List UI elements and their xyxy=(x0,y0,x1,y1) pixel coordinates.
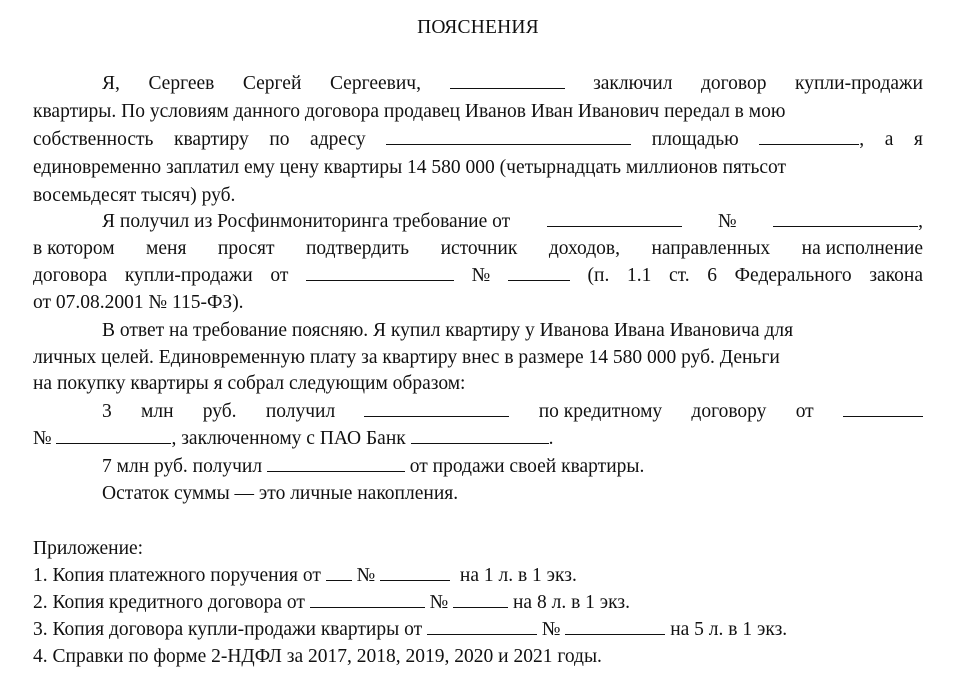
number-blank[interactable] xyxy=(773,208,918,227)
text: подтвердить xyxy=(305,238,410,259)
text: на 8 л. в 1 экз. xyxy=(513,592,630,613)
text: просят xyxy=(217,238,275,259)
text: доходов, xyxy=(548,238,620,259)
text: млн xyxy=(141,401,174,422)
date-blank[interactable] xyxy=(843,398,923,417)
p4-line-1 xyxy=(102,398,923,426)
number-blank[interactable] xyxy=(508,262,570,281)
appendix-item-1 xyxy=(33,562,923,590)
text: площадью xyxy=(651,129,739,150)
text: получил xyxy=(265,401,336,422)
text: № xyxy=(471,265,491,286)
appendix-heading: Приложение: xyxy=(33,538,144,559)
p1-line-1 xyxy=(102,70,923,98)
text: № xyxy=(429,592,449,613)
text: от xyxy=(795,401,814,422)
text: № xyxy=(718,211,737,232)
text: заключил xyxy=(593,73,673,94)
p1-line-5: восемьдесят тысяч) руб. xyxy=(33,185,236,206)
text: собственность xyxy=(33,129,154,150)
date-blank[interactable] xyxy=(310,589,425,608)
text: закона xyxy=(869,265,923,286)
text: источник xyxy=(440,238,518,259)
text: купли-продажи xyxy=(124,265,253,286)
p1-line-3 xyxy=(33,126,923,154)
text: направленных xyxy=(651,238,771,259)
source-blank[interactable] xyxy=(267,453,405,472)
appendix-item-4: 4. Справки по форме 2-НДФЛ за 2017, 2018, 2019, 2020 и 2021 годы. xyxy=(33,646,602,667)
blank-field[interactable] xyxy=(450,70,565,89)
bank-blank[interactable] xyxy=(411,425,549,444)
text: на исполнение xyxy=(801,238,923,259)
text: я xyxy=(913,129,923,150)
p4-line-2 xyxy=(33,425,923,453)
text: договор xyxy=(700,73,767,94)
text: № xyxy=(541,619,561,640)
text: адресу xyxy=(310,129,366,150)
date-blank[interactable] xyxy=(306,262,454,281)
text: а xyxy=(884,129,894,150)
text: (п. xyxy=(587,265,610,286)
text: от продажи своей квартиры. xyxy=(409,456,645,477)
p2-line-3 xyxy=(33,262,923,290)
text: , xyxy=(918,211,923,232)
p2-line-4: от 07.08.2001 № 115-ФЗ). xyxy=(33,292,244,313)
text: , xyxy=(859,129,865,150)
text: меня xyxy=(146,238,187,259)
text: № xyxy=(33,428,52,449)
text: 6 xyxy=(707,265,717,286)
text: 3. Копия договора купли-продажи квартиры от xyxy=(33,619,423,640)
text: по xyxy=(269,129,290,150)
text: договору xyxy=(691,401,767,422)
text: , заключенному с ПАО Банк xyxy=(171,428,406,449)
area-blank[interactable] xyxy=(759,126,859,145)
text: Я, xyxy=(102,73,120,94)
text: ст. xyxy=(669,265,690,286)
text: 3 xyxy=(102,401,112,422)
p6-line-1: Остаток суммы — это личные накопления. xyxy=(102,483,459,504)
p1-line-2: квартиры. По условиям данного договора продавец Иванов Иван Иванович передал в мою xyxy=(33,101,786,122)
text: № xyxy=(356,565,376,586)
text: 1.1 xyxy=(627,265,652,286)
text: квартиру xyxy=(173,129,249,150)
p2-line-2 xyxy=(33,235,923,263)
appendix-item-3 xyxy=(33,616,923,644)
text: руб. xyxy=(202,401,237,422)
appendix-item-2 xyxy=(33,589,923,617)
text: Сергеев xyxy=(148,73,215,94)
text: . xyxy=(548,428,554,449)
p3-line-3: на покупку квартиры я собрал следующим образом: xyxy=(33,373,466,394)
text: на 5 л. в 1 экз. xyxy=(670,619,788,640)
p5-line-1 xyxy=(102,453,923,481)
document-title: ПОЯСНЕНИЯ xyxy=(417,17,539,38)
text: по кредитному xyxy=(538,401,663,422)
p3-line-2: личных целей. Единовременную плату за квартиру внес в размере 14 580 000 руб. Деньги xyxy=(33,347,780,368)
p3-line-1: В ответ на требование поясняю. Я купил квартиру у Иванова Ивана Ивановича для xyxy=(102,320,794,341)
text: купли-продажи xyxy=(795,73,923,94)
text: Сергеевич, xyxy=(329,73,421,94)
number-blank[interactable] xyxy=(56,425,171,444)
text: 7 млн руб. получил xyxy=(102,456,263,477)
p2-line-1 xyxy=(102,208,923,236)
date-blank[interactable] xyxy=(547,208,682,227)
text: договора xyxy=(33,265,108,286)
text: 1. Копия платежного поручения от xyxy=(33,565,321,586)
number-blank[interactable] xyxy=(565,616,665,635)
p1-line-4: единовременно заплатил ему цену квартиры 14 580 000 (четырнадцать миллионов пятьсот xyxy=(33,157,787,178)
source-blank[interactable] xyxy=(364,398,509,417)
address-blank[interactable] xyxy=(386,126,631,145)
date-blank[interactable] xyxy=(326,562,352,581)
text: 2. Копия кредитного договора от xyxy=(33,592,305,613)
text: в котором xyxy=(33,238,115,259)
text: от xyxy=(270,265,289,286)
text: на 1 л. в 1 экз. xyxy=(459,565,577,586)
number-blank[interactable] xyxy=(380,562,450,581)
text: Федерального xyxy=(734,265,852,286)
number-blank[interactable] xyxy=(453,589,508,608)
text: Я получил из Росфинмониторинга требование от xyxy=(102,211,511,232)
text: Сергей xyxy=(242,73,302,94)
date-blank[interactable] xyxy=(427,616,537,635)
